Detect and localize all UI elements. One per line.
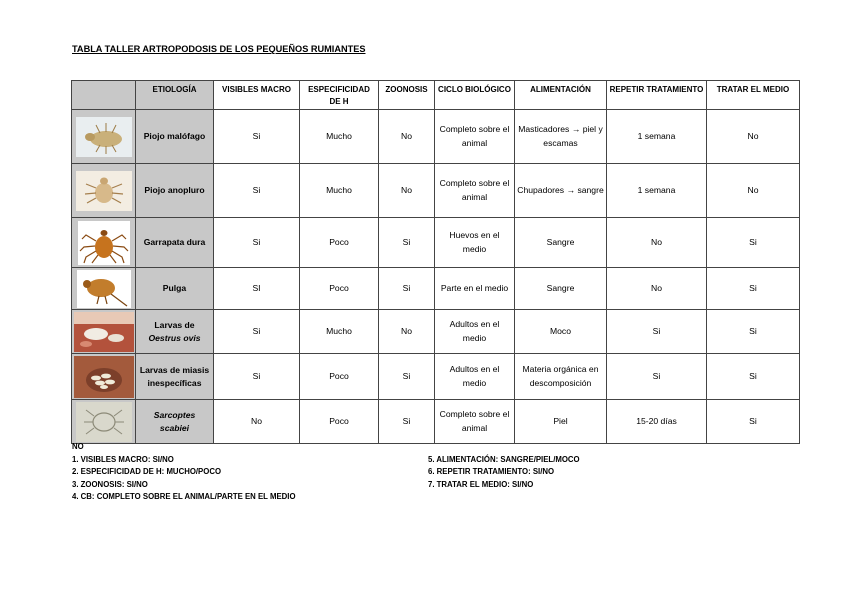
- legend-item: 3. ZOONOSIS: SI/NO: [72, 479, 148, 489]
- header-alimentacion: ALIMENTACIÓN: [515, 81, 607, 110]
- oestrus-larvae-icon: [74, 312, 134, 352]
- row-name-prefix: Larvas de: [154, 319, 195, 330]
- header-repetir: REPETIR TRATAMIENTO: [607, 81, 707, 110]
- cell-especificidad: Mucho: [300, 110, 379, 164]
- cell-tratar: No: [707, 110, 800, 164]
- cell-especificidad: Poco: [300, 218, 379, 268]
- mite-icon: [76, 402, 132, 442]
- cell-ciclo: Huevos en el medio: [435, 218, 515, 268]
- row-image: [72, 400, 136, 444]
- cell-repetir: 1 semana: [607, 164, 707, 218]
- table-row: [72, 218, 800, 268]
- row-image: [72, 110, 136, 164]
- table-row: [72, 310, 800, 354]
- cell-ciclo: Parte en el medio: [435, 268, 515, 310]
- legend-item: 4. CB: COMPLETO SOBRE EL ANIMAL/PARTE EN EL MEDIO: [72, 492, 296, 501]
- cell-visibles: Si: [214, 164, 300, 218]
- legend-item: 2. ESPECIFICIDAD DE H: MUCHO/POCO: [72, 467, 222, 476]
- row-image: [72, 310, 136, 354]
- cell-visibles: Si: [214, 310, 300, 354]
- cell-zoonosis: Si: [379, 354, 435, 400]
- flea-icon: [77, 270, 131, 308]
- legend-no-label: NO: [72, 442, 84, 451]
- cell-repetir: No: [607, 218, 707, 268]
- cell-alimentacion: Piel: [515, 400, 607, 444]
- header-zoonosis: ZOONOSIS: [379, 81, 435, 110]
- cell-visibles: Si: [214, 218, 300, 268]
- row-name: Pulga: [136, 268, 214, 310]
- header-ciclo: CICLO BIOLÓGICO: [435, 81, 515, 110]
- legend-item: 6. REPETIR TRATAMIENTO: SI/NO: [428, 467, 555, 476]
- cell-repetir: Si: [607, 310, 707, 354]
- cell-zoonosis: No: [379, 164, 435, 218]
- cell-zoonosis: Si: [379, 268, 435, 310]
- legend-item: 5. ALIMENTACIÓN: SANGRE/PIEL/MOCO: [428, 454, 580, 464]
- cell-especificidad: Poco: [300, 354, 379, 400]
- table-row: [72, 268, 800, 310]
- row-name: Larvas de miasis inespecíficas: [136, 354, 214, 400]
- cell-especificidad: Poco: [300, 268, 379, 310]
- legend-item: 1. VISIBLES MACRO: SI/NO: [72, 454, 174, 464]
- cell-tratar: Si: [707, 218, 800, 268]
- header-especificidad: ESPECIFICIDAD DE H: [300, 81, 379, 110]
- legend-right: [428, 454, 580, 492]
- row-name: Piojo malófago: [136, 110, 214, 164]
- cell-ciclo: Adultos en el medio: [435, 354, 515, 400]
- cell-zoonosis: No: [379, 110, 435, 164]
- row-name-species: Oestrus ovis: [148, 332, 201, 343]
- row-name: [136, 310, 214, 354]
- table-row: [72, 164, 800, 218]
- cell-ciclo: Completo sobre el animal: [435, 164, 515, 218]
- legend-item: 7. TRATAR EL MEDIO: SI/NO: [428, 479, 534, 489]
- cell-tratar: No: [707, 164, 800, 218]
- row-name: Garrapata dura: [136, 218, 214, 268]
- cell-visibles: SI: [214, 268, 300, 310]
- cell-tratar: Si: [707, 354, 800, 400]
- cell-repetir: 1 semana: [607, 110, 707, 164]
- row-image: [72, 164, 136, 218]
- myiasis-larvae-icon: [74, 356, 134, 398]
- row-name: [136, 400, 214, 444]
- cell-repetir: Si: [607, 354, 707, 400]
- row-name-species: Sarcoptes scabiei: [153, 409, 196, 433]
- page-title: TABLA TALLER ARTROPODOSIS DE LOS PEQUEÑOS RUMIANTES: [72, 44, 366, 54]
- sucking-louse-icon: [76, 171, 132, 211]
- cell-alimentacion: Sangre: [515, 218, 607, 268]
- header-etiologia: ETIOLOGÍA: [136, 81, 214, 110]
- cell-repetir: No: [607, 268, 707, 310]
- legend-left: [72, 441, 296, 504]
- row-image: [72, 218, 136, 268]
- cell-repetir: 15-20 días: [607, 400, 707, 444]
- cell-zoonosis: Si: [379, 400, 435, 444]
- cell-alimentacion: Materia orgánica en descomposición: [515, 354, 607, 400]
- cell-alimentacion: Moco: [515, 310, 607, 354]
- louse-icon: [76, 117, 132, 157]
- cell-tratar: Si: [707, 310, 800, 354]
- header-visibles: VISIBLES MACRO: [214, 81, 300, 110]
- cell-visibles: Si: [214, 354, 300, 400]
- header-tratar: TRATAR EL MEDIO: [707, 81, 800, 110]
- cell-ciclo: Completo sobre el animal: [435, 400, 515, 444]
- row-image: [72, 354, 136, 400]
- table-row: [72, 400, 800, 444]
- cell-alimentacion: Chupadores → sangre: [515, 164, 607, 218]
- cell-tratar: Si: [707, 400, 800, 444]
- cell-alimentacion: Sangre: [515, 268, 607, 310]
- cell-tratar: Si: [707, 268, 800, 310]
- table-row: [72, 110, 800, 164]
- cell-zoonosis: No: [379, 310, 435, 354]
- header-image: [72, 81, 136, 110]
- cell-especificidad: Mucho: [300, 310, 379, 354]
- cell-zoonosis: Si: [379, 218, 435, 268]
- tick-icon: [78, 221, 130, 265]
- row-image: [72, 268, 136, 310]
- row-name: Piojo anopluro: [136, 164, 214, 218]
- artropodosis-table: [71, 80, 800, 444]
- cell-especificidad: Mucho: [300, 164, 379, 218]
- cell-ciclo: Completo sobre el animal: [435, 110, 515, 164]
- cell-ciclo: Adultos en el medio: [435, 310, 515, 354]
- cell-alimentacion: Masticadores → piel y escamas: [515, 110, 607, 164]
- cell-visibles: Si: [214, 110, 300, 164]
- table-row: [72, 354, 800, 400]
- cell-especificidad: Poco: [300, 400, 379, 444]
- cell-visibles: No: [214, 400, 300, 444]
